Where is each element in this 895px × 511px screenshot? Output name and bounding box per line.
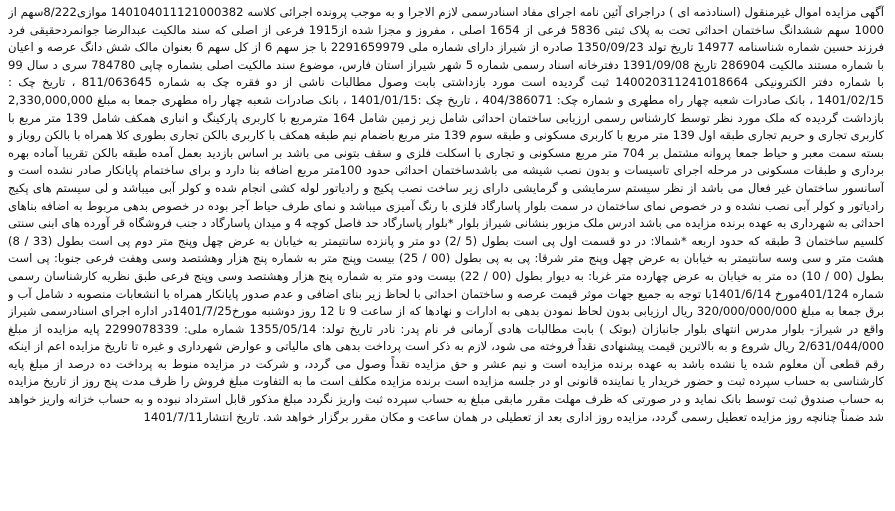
auction-notice-text-block [8, 4, 884, 507]
auction-notice-body: آگهی مزایده اموال غیرمنقول (اسنادذمه ای ) دراجرای آئین نامه اجرای مفاد اسنادرسمی لازم الاجرا و به موجب پرونده اجرائی کلاسه 140104011121000382 موازی8/222سهم از 1000 سهم ششدانگ ساختمان احداثی تحت به پلاک ثبتی 5836 فرعی از 1654 اصلی ، مفروز و مجزا شده از1915 فرعی از اصلی که سند مالکیت عبدالرضا جوانمردحقیقی فرد فرزند حسین شماره شناسنامه 14977 تاریخ تولد 1350/09/23 صادره از شیراز دارای شماره ملی 2291659979 با جز سهم 6 از کل سهم 6 بعنوان مالک شش دانگ عرصه و اعیان با شماره مستند مالکیت 286904 تاریخ 1391/09/08 دفترخانه اسناد رسمی شماره 5 شهر شیراز استان فارس، موضوع سند مالکیت اصلی بشماره چاپی 784780 سری د سال 99 با شماره دفتر الکترونیکی 140020311241018664 ثبت گردیده است مورد بازداشتی بابت وصول مطالبات ناشی از دو فقره چک به شماره 811/063645 ، تاریخ چک : 1401/02/15 ، بانک صادرات شعبه چهار راه مطهری و شماره چک: 404/386071 ، تاریخ چک :1401/01/15 ، بانک صادرات شعبه چهار راه مطهری جمعا به مبلغ 2,330,000,000 بازداشت گردیده که ملک مورد نظر توسط کارشناس رسمی ارزیابی ساختمان احداثی شامل زیر زمین شامل 164 مترمربع با کاربری پارکینگ و انباری همکف شامل 139 متر مربع با کاربری تجاری و حریم تجاری طبقه اول 139 متر مربع با کاربری مسکونی و طبقه سوم 139 متر مربع باضمام نیم طبقه همکف با کاربری بالکن تجاری بطوری کلا همراه با بالکن روباز و بسته سمت معبر و حیاط جمعا پروانه مشتمل بر 704 متر مربع مسکونی و تجاری با اسکلت فلزی و سقف بتونی می باشد بر اساس بازدید بعمل آمده طبقه بالکن تقریبا آماده بهره برداری و طبقات مسکونی در مرحله اجرای تاسیسات و بدون نصب شیشه می باشدساختمان احداثی حدود 100متر مربع اضافه بنا دارد و برای ساختمام پایانکار صادر نشده است و آسانسور ساختمان غیر فعال می باشد از نظر سیستم سرمایشی و گرمایشی دارای زیر ساخت نصب پکیج و رادیاتور لوله کشی انجام شده و کولر آبی میباشد و لی سیستم های پکیج رادیاتور و کولر آبی نصب نشده و در خصوص نمای ساختمان در سمت بلوار پاسارگاد فلزی با رنگ آمیزی میباشد و نمای طرف حیاط آجر بوده در خصوص بدهی مربوط به اضافه بناهای احداثی به شهرداری به عهده برنده مزایده می باشد ادرس ملک مزبور بنشانی شیراز بلوار *بلوار پاسارگاد حد فاصل کوچه 4 و میدان پاسارگاد د جنب فروشگاه قر آورده های ابنی سنتی کلسیم ساختمان 3 طبقه که حدود اربعه *شمالا: در دو قسمت اول پی است بطول (5 /2) دو متر و پانزده سانتیمتر به خیابان به عرض چهل وپنج متر دوم پی است بطول (33 / 8) هشت متر و سی وسه سانتیمتر به خیابان به عرض چهل وپنج متر شرقا: پی به پی بطول (00 / 25) بیست وپنج متر به شماره پنج هزار وهشتصد وسی وهفت فرعی جنوبا: پی است بطول (00 / 10) ده متر به خیابان به عرض چهارده متر غربا: به دیوار بطول (00 / 22) بیست ودو متر به شماره پنج هزار وهشتصد وسی وپنج فرعی طبق نظریه کارشناسان رسمی شماره 401/124مورخ 1401/6/14با توجه به جمیع جهات موثر قیمت عرصه و ساختمان احداثی با لحاظ زیر بنای اضافی و عدم صدور پایانکار همراه با انشعابات منصوبه د شامل آب و برق جمعا به مبلغ 320/000/000/000 ریال ارزیابی بدون لحاظ نمودن بدهی به ادارات و نهادها که از ساعت 9 تا 12 روز دوشنبه مورخ1401/7/25در اداره اجرای اسنادرسمی شیراز واقع در شیراز- بلوار مدرس انتهای بلوار جانبازان (بوتک ) بابت مطالبات هادی آرمانی فر نام پدر: نادر تاریخ تولد: 1355/05/14 شماره ملی: 2299078339 پایه مزایده از مبلغ 2/631/044/000 ریال شروع و به بالاترین قیمت پیشنهادی نقداً فروخته می شود، لازم به ذکر است پرداخت بدهی های مالیاتی و عوارض شهرداری و غیره تا تاریخ مزایده اعم از اینکه رقم قطعی آن معلوم شده یا نشده باشد به عهده برنده مزایده است و نیم عشر و حق مزایده نقداً وصول می گردد، و شرکت در مزایده منوط به پرداخت ده درصد از مبلغ پایه کارشناسی به حساب سپرده ثبت و حضور خریدار یا نماینده قانونی او در جلسه مزایده است برنده مزایده مکلف است ما به التفاوت مبلغ فروش را ظرف مدت پنج روز از تاریخ مزایده به حساب صندوق ثبت توسط بانک نماید و در صورتی که ظرف مهلت مقرر مابقی مبلغ به حساب سپرده ثبت واریز نگردد مبلغ مذکور قابل استرداد نبوده و به حساب خزانه واریز خواهد شد ضمناً چنانچه روز مزایده تعطیل رسمی گردد، مزایده روز اداری بعد از تعطیلی در همان ساعت و مکان مقرر برگزار خواهد شد. تاریخ انتشار1401/7/11 [8, 5, 884, 424]
